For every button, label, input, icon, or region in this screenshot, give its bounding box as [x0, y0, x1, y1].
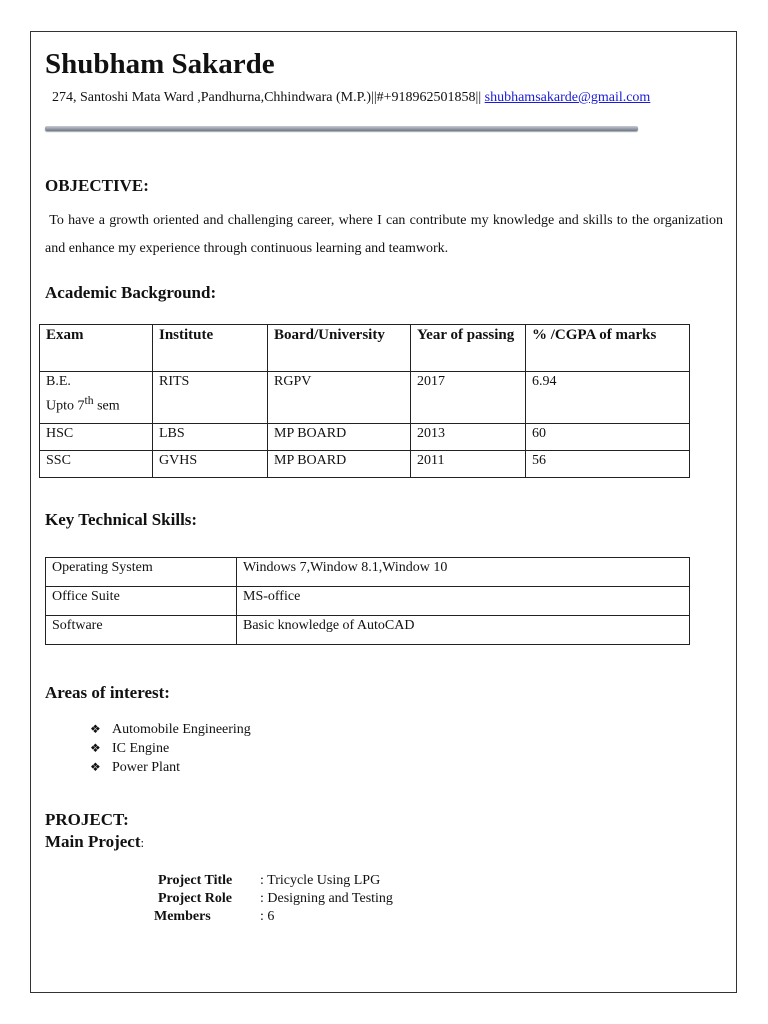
objective-body: To have a growth oriented and challenging career, where I can contribute my knowledge and skills to the organization and enhance my experience through continuous learning and teamwork. — [45, 213, 723, 256]
table-row — [40, 451, 690, 478]
skill-value: MS-office — [237, 587, 690, 616]
cell-board: RGPV — [268, 372, 411, 424]
cell-marks: 60 — [526, 424, 690, 451]
skill-category: Operating System — [46, 558, 237, 587]
cell-exam: HSC — [40, 424, 153, 451]
diamond-bullet-icon: ❖ — [90, 741, 101, 755]
col-header-marks: % /CGPA of marks — [526, 325, 690, 372]
project-detail-value: : Designing and Testing — [260, 891, 393, 906]
col-header-year: Year of passing — [411, 325, 526, 372]
skills-heading: Key Technical Skills: — [45, 510, 198, 529]
project-heading: PROJECT: — [45, 810, 129, 829]
list-item — [90, 739, 251, 758]
candidate-name: Shubham Sakarde — [45, 48, 275, 80]
interests-heading: Areas of interest: — [45, 683, 170, 702]
table-row — [40, 424, 690, 451]
main-project-label — [45, 832, 144, 852]
skill-value: Basic knowledge of AutoCAD — [237, 616, 690, 645]
cell-year: 2017 — [411, 372, 526, 424]
main-project-text: Main Project — [45, 832, 141, 851]
interest-label: IC Engine — [112, 741, 170, 756]
email-link[interactable]: shubhamsakarde@gmail.com — [484, 90, 651, 105]
cell-exam — [40, 372, 153, 424]
exam-semester — [46, 394, 146, 415]
diamond-bullet-icon: ❖ — [90, 760, 101, 774]
exam-name: B.E. — [46, 374, 71, 389]
cell-year: 2013 — [411, 424, 526, 451]
semester-suffix: sem — [93, 398, 120, 414]
header-divider — [45, 126, 638, 131]
academic-table — [39, 324, 690, 478]
academic-heading: Academic Background: — [45, 283, 217, 302]
cell-marks: 6.94 — [526, 372, 690, 424]
project-detail-value: : Tricycle Using LPG — [260, 873, 381, 888]
objective-text — [45, 207, 723, 263]
table-row — [46, 558, 690, 587]
skill-category: Office Suite — [46, 587, 237, 616]
main-project-colon: : — [140, 835, 145, 850]
cell-institute: RITS — [153, 372, 268, 424]
project-detail-label: Project Title — [158, 873, 233, 888]
cell-board: MP BOARD — [268, 451, 411, 478]
col-header-board: Board/University — [268, 325, 411, 372]
list-item — [90, 758, 251, 777]
list-item — [90, 720, 251, 739]
project-detail-value: : 6 — [260, 909, 275, 924]
cell-board: MP BOARD — [268, 424, 411, 451]
interests-list — [90, 720, 251, 777]
table-row — [40, 372, 690, 424]
project-detail-label: Project Role — [158, 891, 232, 906]
cell-marks: 56 — [526, 451, 690, 478]
cell-exam: SSC — [40, 451, 153, 478]
contact-line — [52, 90, 650, 106]
table-row — [46, 587, 690, 616]
skill-category: Software — [46, 616, 237, 645]
diamond-bullet-icon: ❖ — [90, 722, 101, 736]
semester-prefix: Upto 7 — [46, 398, 85, 414]
contact-address-phone: 274, Santoshi Mata Ward ,Pandhurna,Chhindwara (M.P.)||#+918962501858|| — [52, 90, 485, 105]
cell-institute: LBS — [153, 424, 268, 451]
interest-label: Automobile Engineering — [112, 722, 251, 737]
col-header-exam: Exam — [40, 325, 153, 372]
table-row — [46, 616, 690, 645]
skills-table — [45, 557, 690, 645]
cell-institute: GVHS — [153, 451, 268, 478]
semester-superscript: th — [84, 394, 94, 407]
interest-label: Power Plant — [112, 760, 181, 775]
skill-value: Windows 7,Window 8.1,Window 10 — [237, 558, 690, 587]
academic-header-row — [40, 325, 690, 372]
cell-year: 2011 — [411, 451, 526, 478]
objective-heading: OBJECTIVE: — [45, 176, 149, 195]
project-detail-label: Members — [154, 909, 211, 924]
col-header-institute: Institute — [153, 325, 268, 372]
